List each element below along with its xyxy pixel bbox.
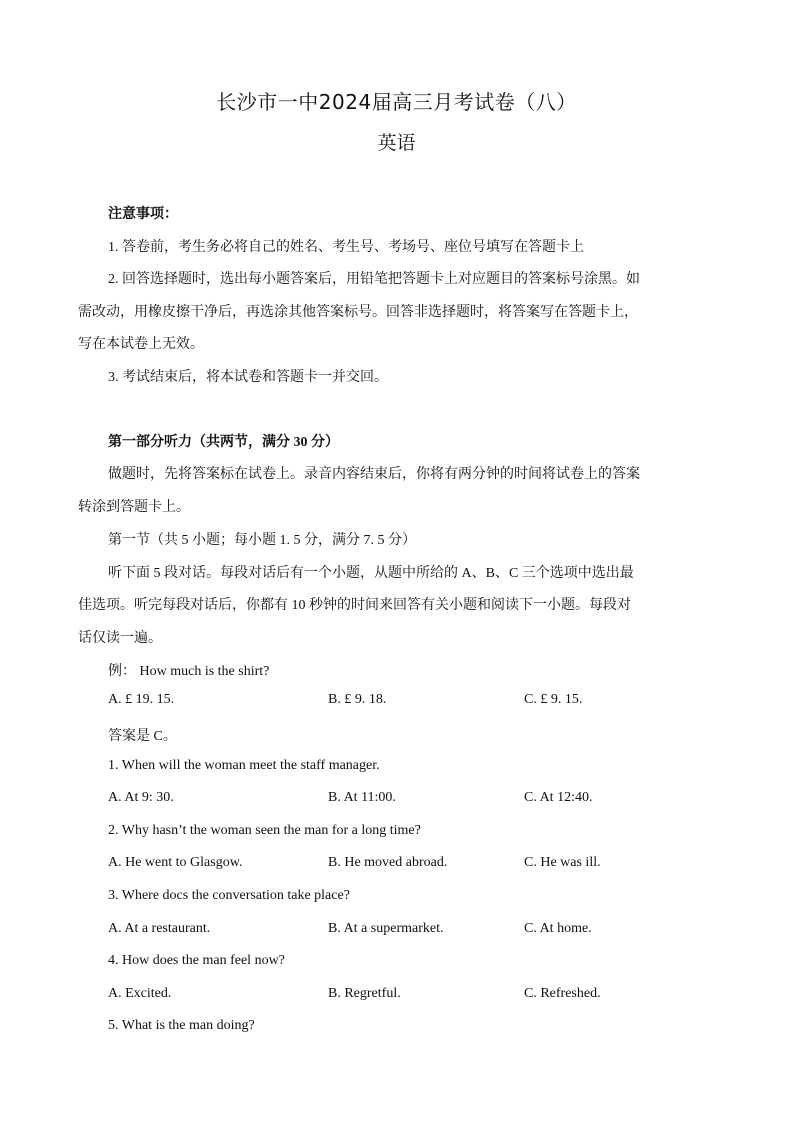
notice-item-1: 1. 答卷前，考生务必将自己的姓名、考生号、考场号、座位号填写在答题卡上 (108, 240, 584, 255)
example-answer: 答案是 C。 (108, 729, 177, 744)
section1-instructions-line-2: 佳选项。听完每段对话后，你都有 10 秒钟的时间来回答有关小题和阅读下一小题。每段对 (78, 598, 631, 613)
part1-heading: 第一部分听力（共两节，满分 30 分） (108, 435, 339, 450)
question-2-text: 2. Why hasn’t the woman seen the man for a long time? (108, 823, 421, 838)
notice-item-2-line-1: 2. 回答选择题时，选出每小题答案后，用铅笔把答题卡上对应题目的答案标号涂黑。如 (108, 272, 640, 287)
part1-intro-line-1: 做题时，先将答案标在试卷上。录音内容结束后，你将有两分钟的时间将试卷上的答案 (108, 467, 640, 482)
question-5-text: 5. What is the man doing? (108, 1018, 255, 1033)
example-option-c: C. £ 9. 15. (524, 692, 583, 707)
question-2-option-c: C. He was ill. (524, 855, 601, 870)
question-1-option-c: C. At 12:40. (524, 790, 593, 805)
question-3-option-a: A. At a restaurant. (108, 921, 211, 936)
example-question: 例： How much is the shirt? (108, 664, 270, 679)
subject-title: 英语 (377, 132, 416, 154)
question-2-option-b: B. He moved abroad. (328, 855, 448, 870)
question-1-option-a: A. At 9: 30. (108, 790, 174, 805)
question-3-option-b: B. At a supermarket. (328, 921, 444, 936)
example-option-a: A. £ 19. 15. (108, 692, 175, 707)
notice-item-2-line-2: 需改动，用橡皮擦干净后，再选涂其他答案标号。回答非选择题时，将答案写在答题卡上， (78, 305, 638, 320)
question-4-option-c: C. Refreshed. (524, 986, 601, 1001)
notice-item-2-line-3: 写在本试卷上无效。 (78, 337, 204, 352)
question-1-option-b: B. At 11:00. (328, 790, 396, 805)
question-2-option-a: A. He went to Glasgow. (108, 855, 243, 870)
question-4-option-a: A. Excited. (108, 986, 172, 1001)
notice-heading: 注意事项： (108, 207, 178, 222)
example-option-b: B. £ 9. 18. (328, 692, 387, 707)
section1-heading: 第一节（共 5 小题；每小题 1. 5 分，满分 7. 5 分） (108, 533, 416, 548)
section1-instructions-line-3: 话仅读一遍。 (78, 631, 162, 646)
question-1-text: 1. When will the woman meet the staff manager. (108, 758, 380, 773)
section1-instructions-line-1: 听下面 5 段对话。每段对话后有一个小题，从题中所给的 A、B、C 三个选项中选出最 (108, 566, 634, 581)
question-3-text: 3. Where docs the conversation take place? (108, 888, 350, 903)
question-4-text: 4. How does the man feel now? (108, 953, 285, 968)
question-3-option-c: C. At home. (524, 921, 592, 936)
notice-item-3: 3. 考试结束后，将本试卷和答题卡一并交回。 (108, 370, 388, 385)
part1-intro-line-2: 转涂到答题卡上。 (78, 500, 190, 515)
question-4-option-b: B. Regretful. (328, 986, 401, 1001)
exam-title: 长沙市一中2024届高三月考试卷（八） (216, 90, 577, 114)
